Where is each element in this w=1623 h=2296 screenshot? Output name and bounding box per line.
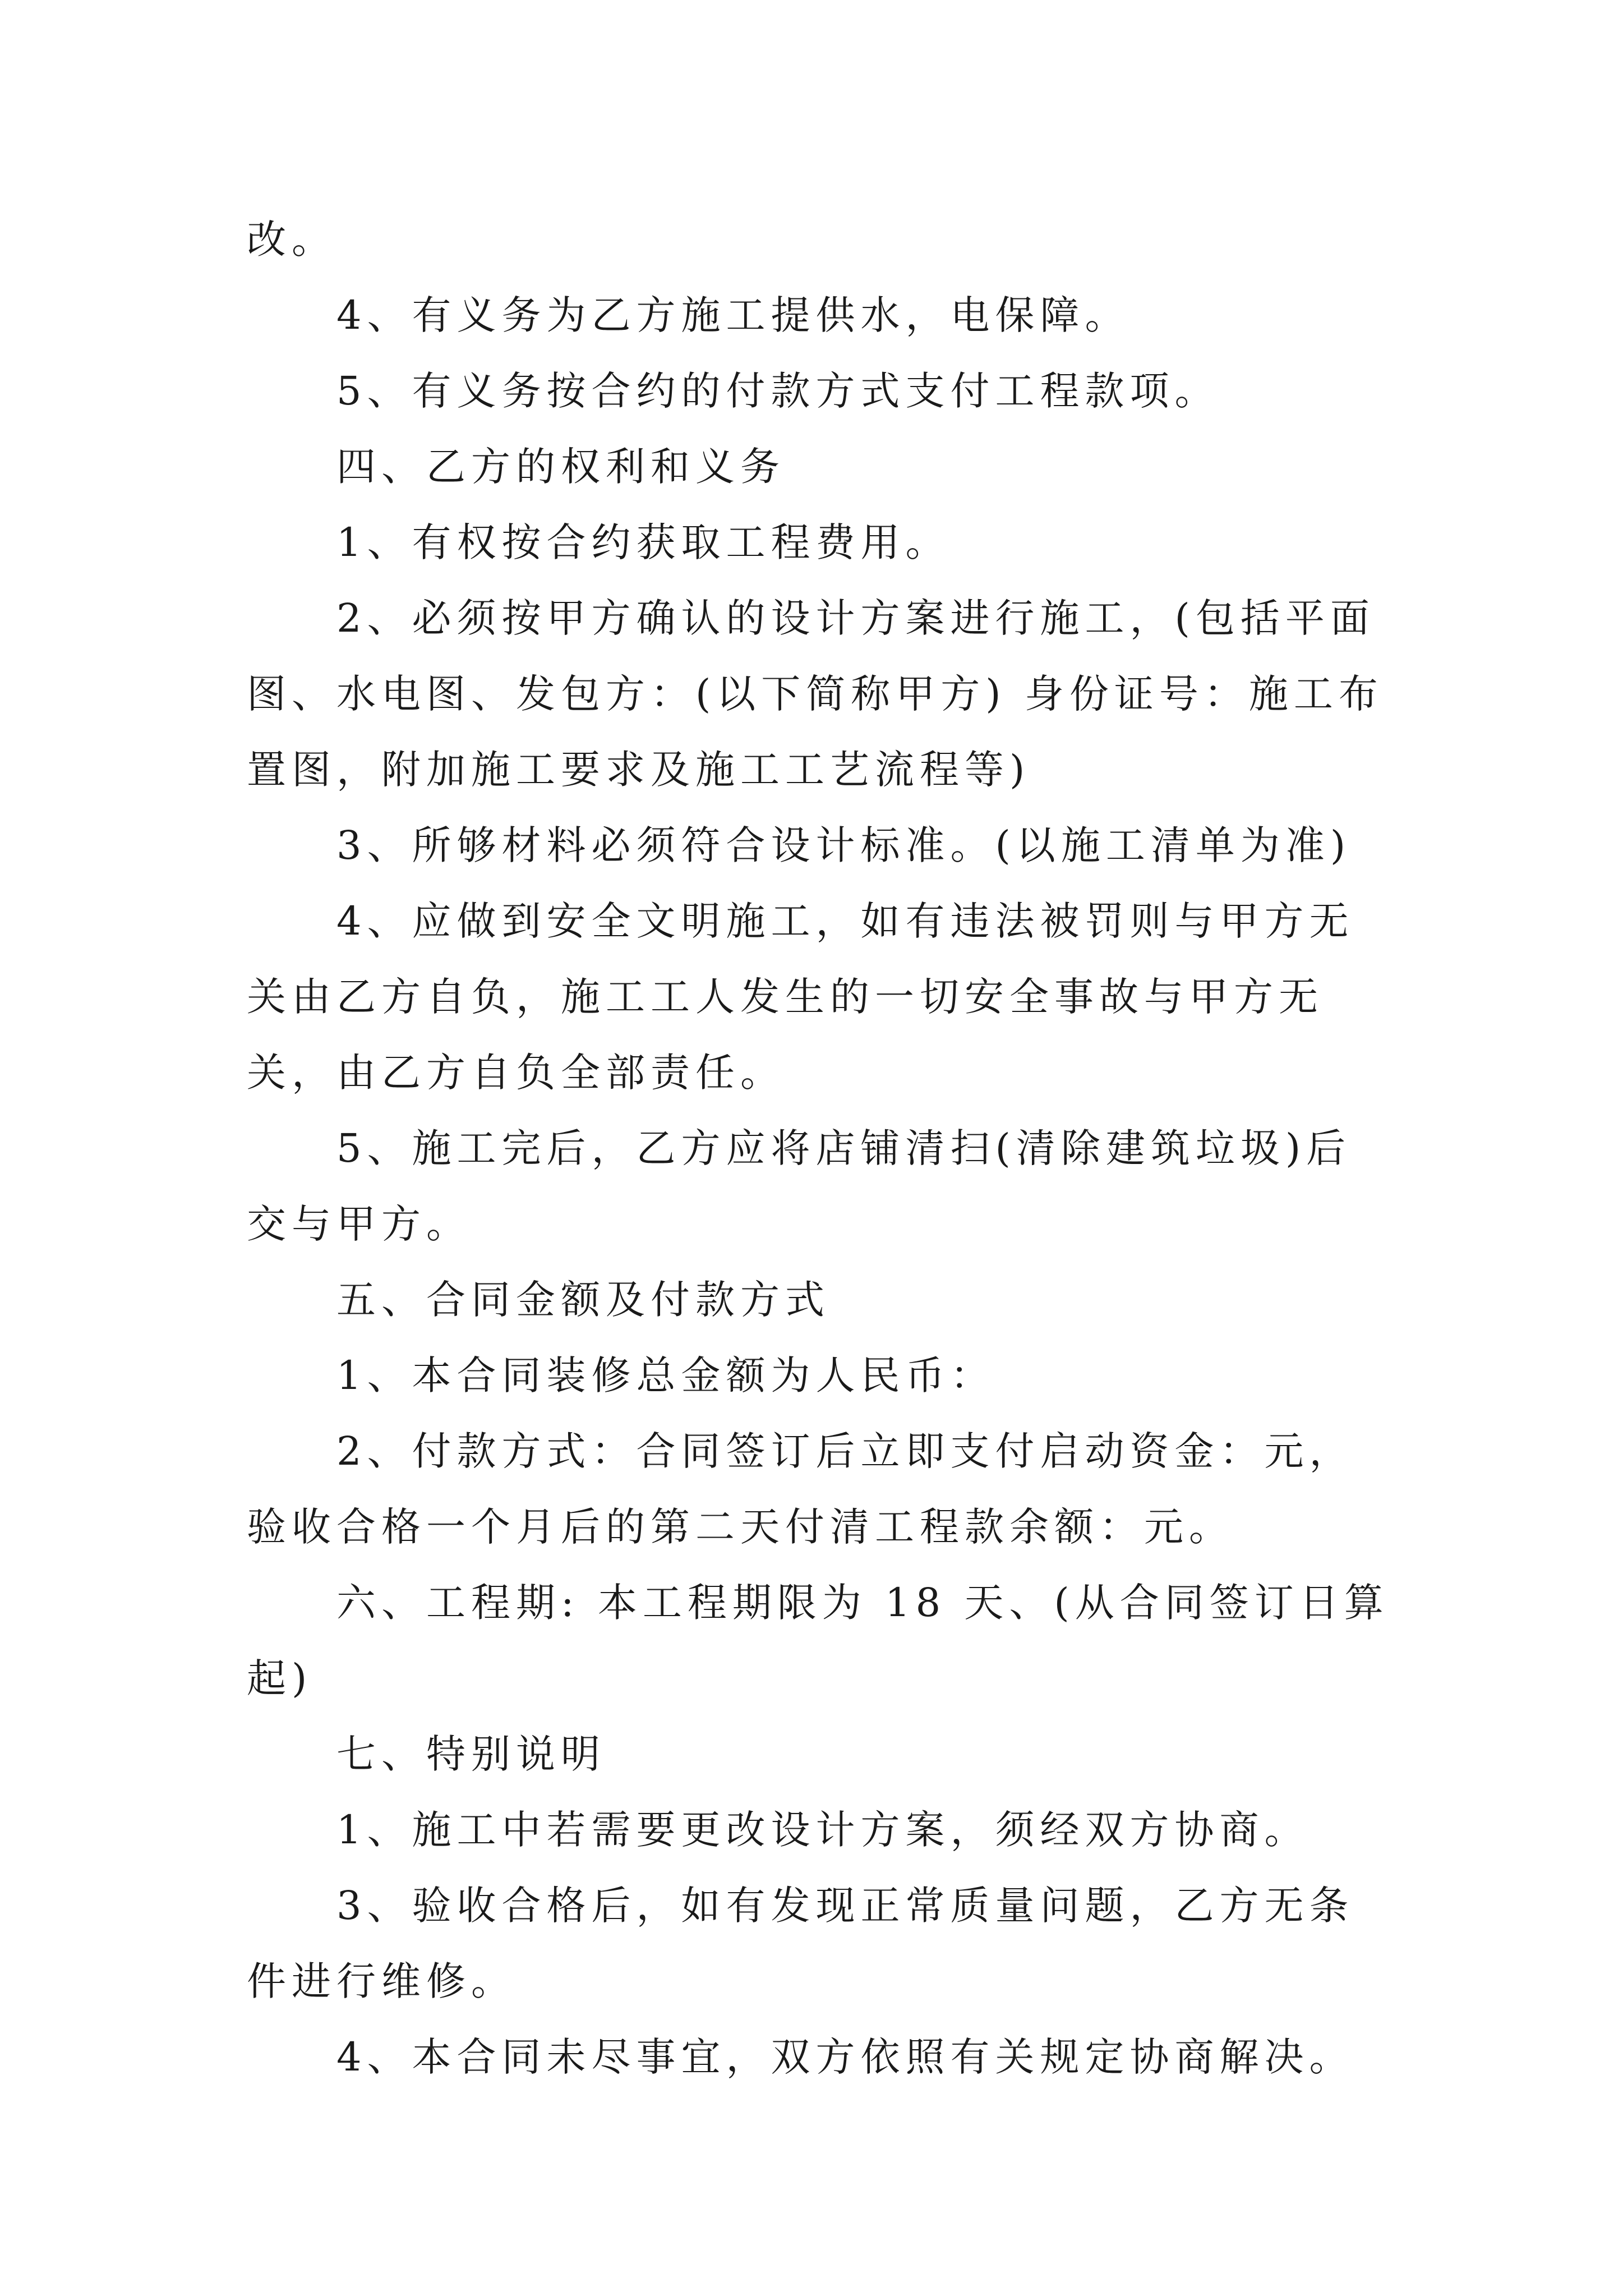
paragraph-payment-item-1: 1、本合同装修总金额为人民币： — [336, 1352, 995, 1398]
paragraph-party-a-obligation-4: 4、有义务为乙方施工提供水，电保障。 — [336, 292, 1130, 338]
paragraph-party-a-obligation-5: 5、有义务按合约的付款方式支付工程款项。 — [336, 368, 1220, 414]
paragraph-special-item-1: 1、施工中若需要更改设计方案，须经双方协商。 — [336, 1807, 1310, 1853]
paragraph-special-item-4: 4、本合同未尽事宜，双方依照有关规定协商解决。 — [336, 2034, 1354, 2080]
section-heading-special-notes: 七、特别说明 — [336, 1731, 606, 1777]
paragraph-party-b-item-5: 5、施工完后，乙方应将店铺清扫(清除建筑垃圾)后交与甲方。 — [247, 1125, 1352, 1247]
section-heading-party-b-rights: 四、乙方的权利和义务 — [336, 444, 785, 490]
paragraph-payment-item-2: 2、付款方式：合同签订后立即支付启动资金：元，验收合格一个月后的第二天付清工程款余额：元。 — [247, 1428, 1354, 1550]
document-body — [247, 202, 1391, 2095]
section-heading-payment: 五、合同金额及付款方式 — [336, 1277, 830, 1323]
paragraph-party-b-item-3: 3、所够材料必须符合设计标准。(以施工清单为准) — [336, 822, 1352, 868]
paragraph-continuation: 改。 — [247, 217, 336, 263]
paragraph-party-b-item-1: 1、有权按合约获取工程费用。 — [336, 519, 951, 565]
section-heading-schedule: 六、工程期: 本工程期限为 18 天、(从合同签订日算起) — [247, 1580, 1389, 1701]
paragraph-party-b-item-4: 4、应做到安全文明施工，如有违法被罚则与甲方无关由乙方自负，施工工人发生的一切安全事故与甲方无关，由乙方自负全部责任。 — [247, 898, 1354, 1096]
paragraph-party-b-item-2: 2、必须按甲方确认的设计方案进行施工，(包括平面图、水电图、发包方：(以下简称甲方) 身份证号：施工布置图，附加施工要求及施工工艺流程等) — [247, 595, 1384, 793]
paragraph-special-item-3: 3、验收合格后，如有发现正常质量问题，乙方无条件进行维修。 — [247, 1883, 1354, 2004]
